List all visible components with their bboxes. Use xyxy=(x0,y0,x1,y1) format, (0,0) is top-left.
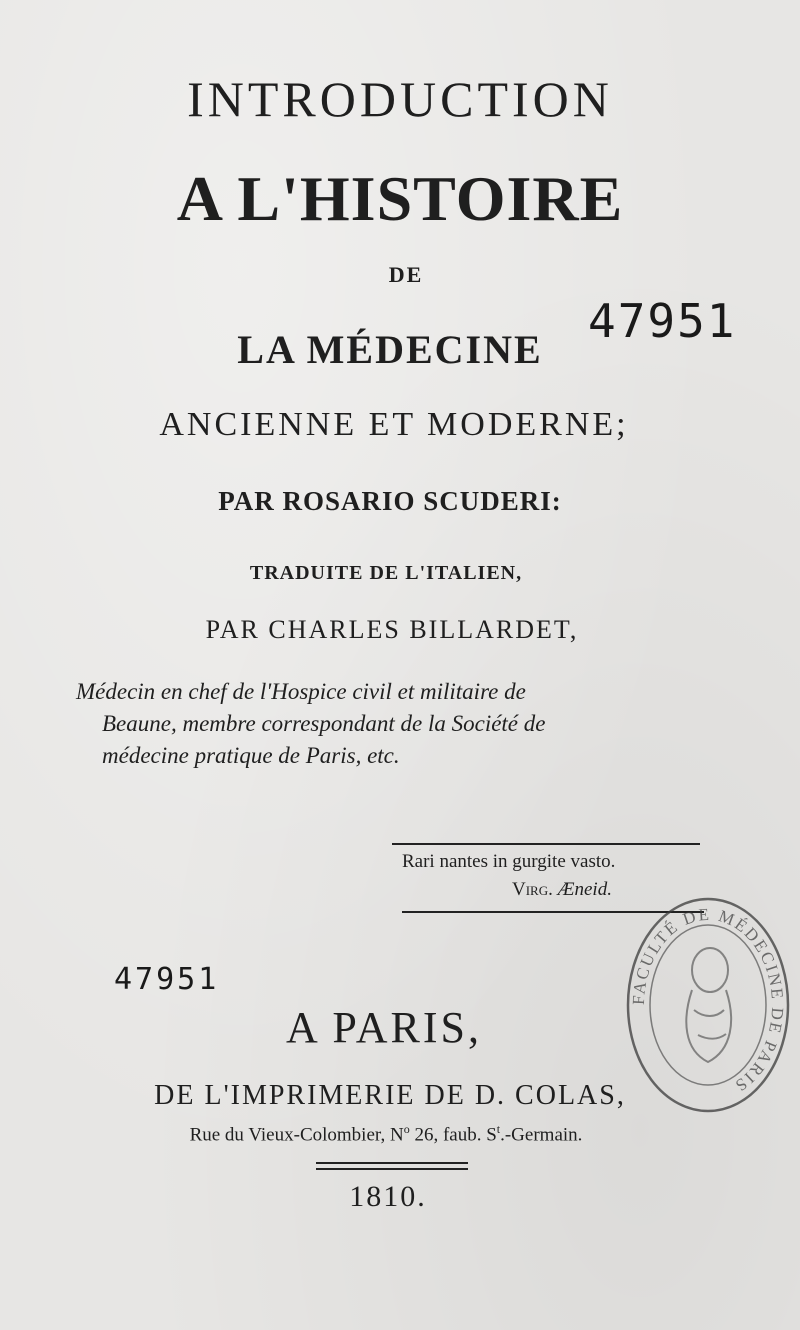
address-text: 26, faub. S xyxy=(409,1124,497,1146)
shelfmark-number-top: 47951 xyxy=(588,294,737,348)
address-superscript: o xyxy=(403,1122,410,1136)
translation-note: TRADUITE DE L'ITALIEN, xyxy=(249,562,523,584)
title-line-introduction: INTRODUCTION xyxy=(187,71,613,127)
credentials-line: Médecin en chef de l'Hospice civil et militaire de xyxy=(76,679,526,704)
credentials-line: médecine pratique de Paris, etc. xyxy=(102,743,400,768)
epigraph-quote: Rari nantes in gurgite vasto. xyxy=(402,851,616,872)
library-stamp xyxy=(622,890,794,1120)
imprint-double-rule xyxy=(316,1168,468,1170)
epigraph-author: Virg. xyxy=(512,879,553,900)
epigraph-work: Æneid. xyxy=(557,879,612,900)
address-text: Rue du Vieux-Colombier, N xyxy=(189,1124,404,1146)
imprint-year: 1810. xyxy=(349,1180,427,1213)
address-text: .-Germain. xyxy=(500,1124,583,1146)
author-line: PAR ROSARIO SCUDERI: xyxy=(218,486,562,516)
shelfmark-number-left: 47951 xyxy=(114,962,220,997)
epigraph-rule-top xyxy=(392,843,700,845)
imprint-place: A PARIS, xyxy=(285,1003,483,1052)
title-line-de: DE xyxy=(388,262,424,287)
address-superscript: t xyxy=(496,1122,501,1136)
imprint-address xyxy=(0,1122,786,1146)
imprint-double-rule xyxy=(316,1162,468,1164)
library-stamp-icon xyxy=(622,890,794,1120)
translator-credentials xyxy=(76,676,716,772)
title-line-histoire: A L'HISTOIRE xyxy=(176,163,624,234)
imprint-printer: DE L'IMPRIMERIE DE D. COLAS, xyxy=(154,1080,626,1111)
svg-text:FACULTÉ DE MÉDECINE DE PARIS xyxy=(629,905,787,1096)
credentials-line: Beaune, membre correspondant de la Société de xyxy=(102,711,546,736)
title-line-ancienne-moderne: ANCIENNE ET MODERNE; xyxy=(159,406,629,443)
title-line-medecine: LA MÉDECINE xyxy=(237,327,543,372)
stamp-text: FACULTÉ DE MÉDECINE DE PARIS xyxy=(628,904,788,1097)
translator-line: PAR CHARLES BILLARDET, xyxy=(205,615,579,644)
